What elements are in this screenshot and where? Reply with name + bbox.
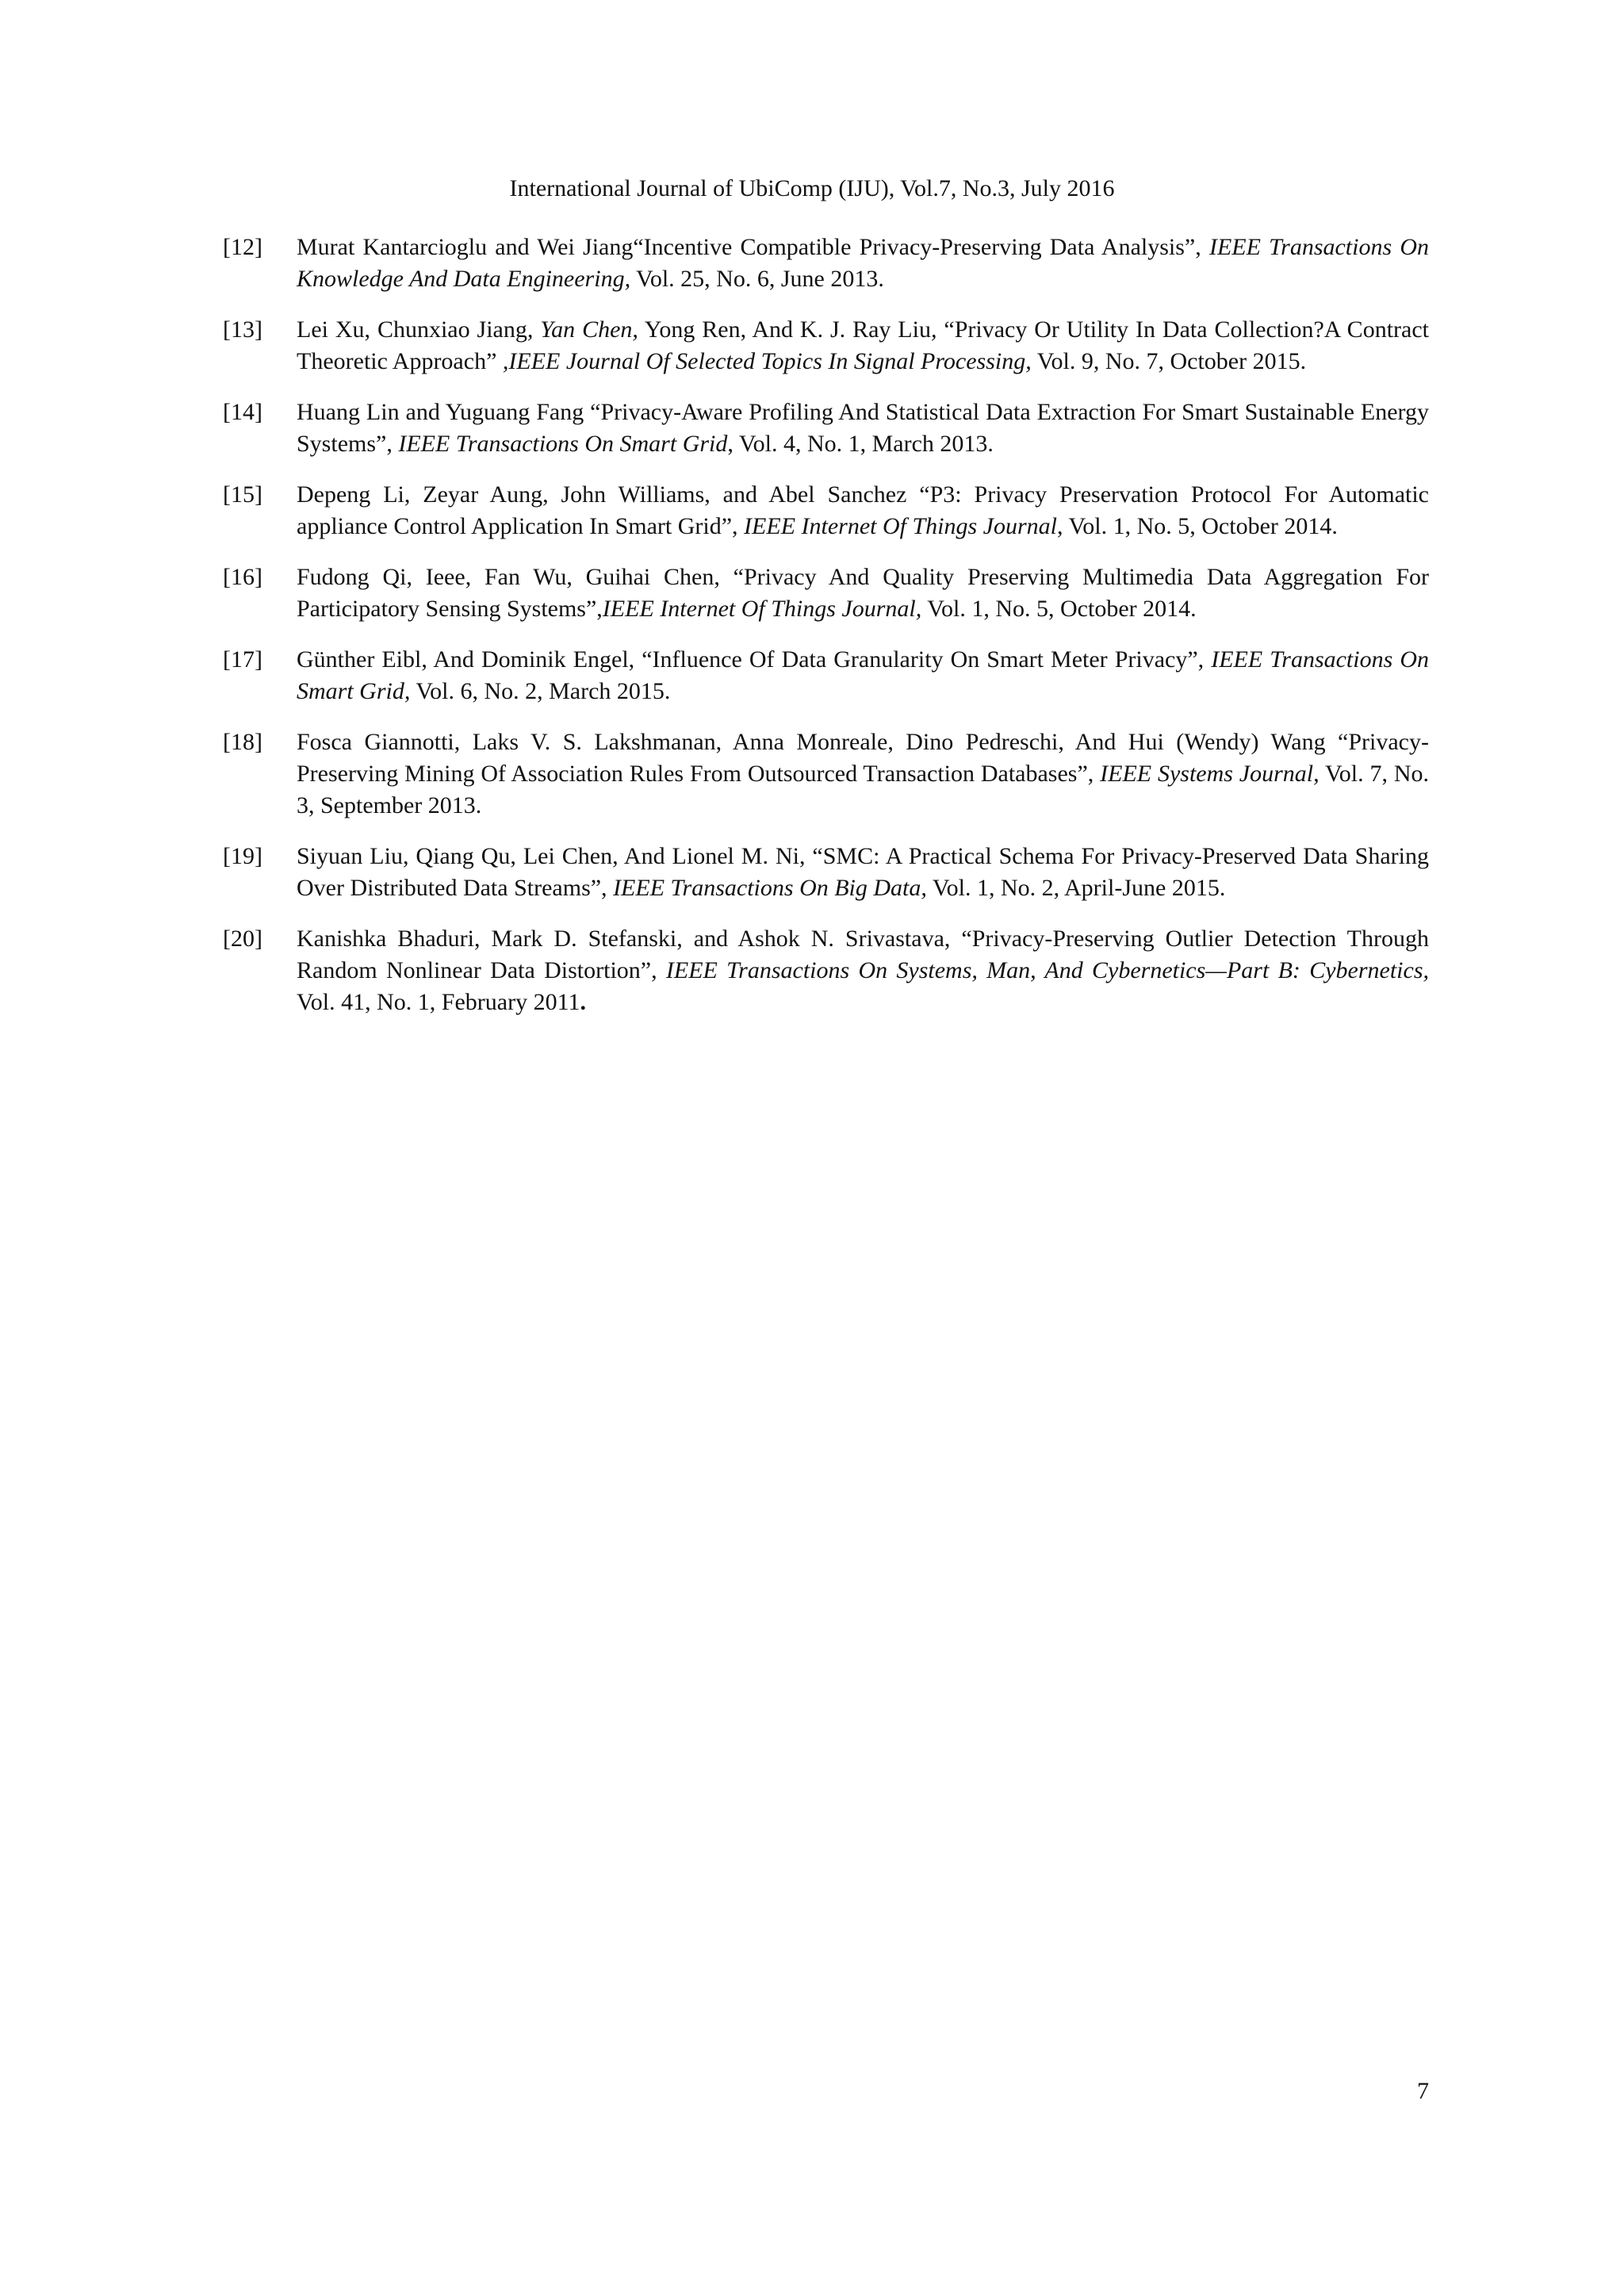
reference-venue: IEEE Internet Of Things Journal: [744, 513, 1057, 539]
reference-segment: Vol. 9, No. 7, October 2015.: [1031, 348, 1307, 374]
reference-text: [297, 397, 1429, 460]
reference-text: [297, 232, 1429, 295]
reference-item: [223, 726, 1429, 822]
reference-segment: Vol. 25, No. 6, June 2013.: [630, 266, 884, 292]
reference-segment: Murat Kantarcioglu and Wei Jiang“Incentive Compatible Privacy-Preserving Data Analysis”,: [297, 234, 1209, 260]
reference-item: [223, 644, 1429, 707]
reference-number: [12]: [223, 234, 262, 260]
reference-number: [19]: [223, 843, 262, 869]
reference-text: [297, 314, 1429, 378]
reference-venue: , Yan Chen,: [527, 316, 638, 343]
reference-segment: , Vol. 1, No. 5, October 2014.: [1057, 513, 1338, 539]
reference-text: [297, 726, 1429, 822]
reference-segment: Kanishka Bhaduri, Mark D. Stefanski, and Ashok N. Srivastava, “Privacy-Preserving Outlier Detection Through Random Nonlinear Data Distortion”,: [297, 926, 1429, 983]
reference-segment: .: [580, 989, 586, 1015]
reference-segment: Fosca Giannotti, Laks V. S. Lakshmanan, Anna Monreale, Dino Pedreschi, And Hui (Wendy) Wang “Privacy-Preserving Mining Of Association Rules From Outsourced Transaction Databases”,: [297, 729, 1429, 787]
reference-segment: Vol. 41, No. 1, February 2011: [297, 989, 580, 1015]
reference-segment: Vol. 6, No. 2, March 2015.: [410, 678, 671, 704]
reference-text: [297, 923, 1429, 1018]
reference-venue: IEEE Internet Of Things Journal,: [602, 596, 922, 622]
reference-segment: Vol. 7, No. 3, September 2013.: [297, 761, 1429, 818]
reference-venue: ,IEEE Journal Of Selected Topics In Signal Processing,: [502, 348, 1032, 374]
running-header: International Journal of UbiComp (IJU), Vol.7, No.3, July 2016: [509, 175, 1115, 201]
reference-segment: Günther Eibl, And Dominik Engel, “Influence Of Data Granularity On Smart Meter Privacy”,: [297, 646, 1212, 673]
reference-segment: Huang Lin and Yuguang Fang “Privacy-Aware Profiling And Statistical Data Extraction For Smart Sustainable Energy Systems”,: [297, 399, 1429, 457]
reference-item: [223, 841, 1429, 904]
reference-item: [223, 562, 1429, 625]
reference-venue: IEEE Systems Journal,: [1100, 761, 1320, 787]
reference-item: [223, 923, 1429, 1018]
reference-segment: Depeng Li, Zeyar Aung, John Williams, and Abel Sanchez “P3: Privacy Preservation Protocol For Automatic appliance Control Application In Smart Grid”,: [297, 481, 1429, 539]
reference-number: [13]: [223, 316, 262, 343]
reference-text: [297, 562, 1429, 625]
reference-segment: Fudong Qi, Ieee, Fan Wu, Guihai Chen, “Privacy And Quality Preserving Multimedia Data Aggregation For Participatory Sensing Systems”,: [297, 564, 1429, 622]
page-number: 7: [1417, 2078, 1429, 2104]
reference-item: [223, 397, 1429, 460]
reference-text: [297, 479, 1429, 542]
reference-number: [18]: [223, 729, 262, 755]
reference-number: [15]: [223, 481, 262, 508]
reference-item: [223, 479, 1429, 542]
reference-segment: Vol. 1, No. 2, April-June 2015.: [926, 875, 1226, 901]
reference-list: [223, 232, 1429, 1037]
reference-item: [223, 232, 1429, 295]
reference-venue: IEEE Transactions On Smart Grid: [398, 431, 728, 457]
reference-segment: Lei Xu, Chunxiao Jiang: [297, 316, 527, 343]
reference-segment: “Privacy Or Utility In Data Collection?A Contract Theoretic Approach”: [297, 316, 1429, 374]
reference-text: [297, 644, 1429, 707]
reference-segment: Vol. 1, No. 5, October 2014.: [921, 596, 1197, 622]
reference-venue: IEEE Transactions On Systems, Man, And Cybernetics—Part B: Cybernetics,: [665, 957, 1429, 983]
reference-number: [20]: [223, 926, 262, 952]
reference-segment: Siyuan Liu, Qiang Qu, Lei Chen, And Lionel M. Ni, “SMC: A Practical Schema For Privacy-Preserved Data Sharing Over Distributed Data Streams”,: [297, 843, 1429, 901]
reference-number: [14]: [223, 399, 262, 425]
reference-item: [223, 314, 1429, 378]
reference-text: [297, 841, 1429, 904]
reference-venue: ,: [930, 316, 937, 343]
reference-venue: IEEE Transactions On Smart Grid,: [297, 646, 1429, 704]
reference-venue: IEEE Transactions On Big Data,: [613, 875, 927, 901]
reference-segment: Yong Ren, And K. J. Ray Liu: [638, 316, 931, 343]
reference-segment: , Vol. 4, No. 1, March 2013.: [727, 431, 994, 457]
reference-number: [16]: [223, 564, 262, 590]
reference-number: [17]: [223, 646, 262, 673]
reference-venue: IEEE Transactions On Knowledge And Data Engineering,: [297, 234, 1430, 292]
